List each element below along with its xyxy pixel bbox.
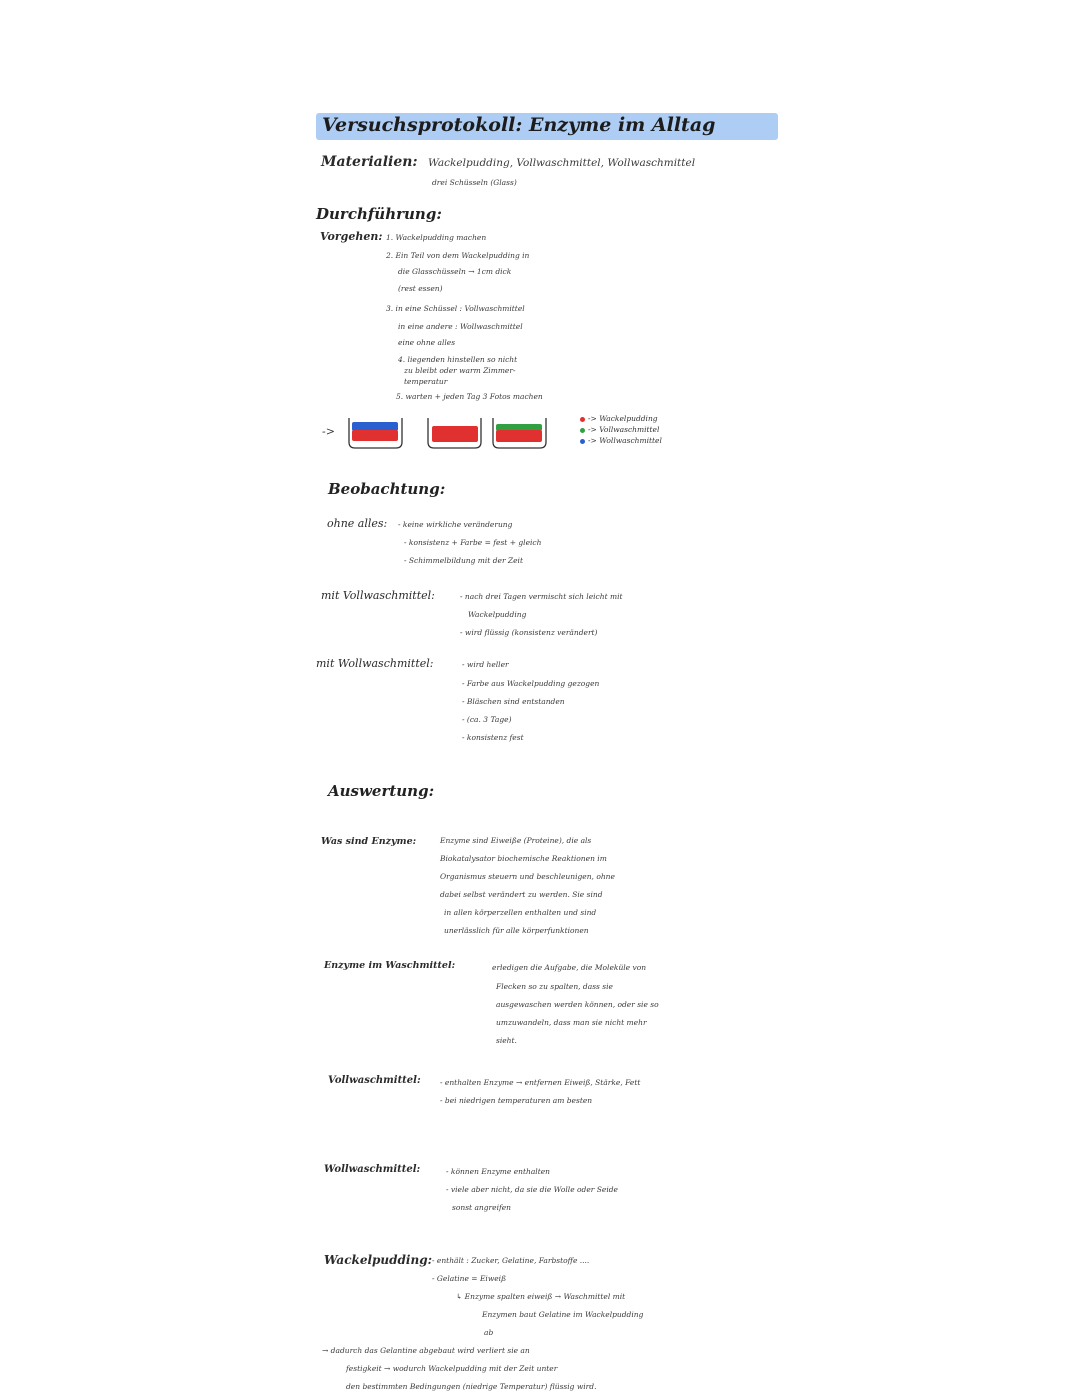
obs-woll-3: - Bläschen sind entstanden — [462, 697, 565, 706]
green-dot-icon — [580, 428, 585, 433]
eval-enzymes-2: Biokatalysator biochemische Reaktionen im — [440, 854, 607, 863]
evaluation-heading: Auswertung: — [328, 782, 435, 800]
eval-pudding-2: - Gelatine = Eiweiß — [432, 1274, 507, 1283]
red-dot-icon — [580, 417, 585, 422]
obs-voll-1: - nach drei Tagen vermischt sich leicht mit — [460, 592, 623, 601]
obs-none-label: ohne alles: — [327, 517, 388, 530]
materials-line-1: Wackelpudding, Vollwaschmittel, Wollwaschmittel — [428, 157, 696, 169]
obs-none-2: - konsistenz + Farbe = fest + gleich — [404, 538, 542, 547]
materials-label: Materialien: — [321, 154, 418, 170]
obs-woll-1: - wird heller — [462, 660, 509, 669]
step-4b: zu bleibt oder warm Zimmer- — [404, 366, 516, 375]
eval-enzymes-label: Was sind Enzyme: — [321, 836, 417, 847]
eval-pudding-3: ↳ Enzyme spalten eiweiß → Waschmittel mit — [456, 1292, 626, 1301]
obs-woll-5: - konsistenz fest — [462, 733, 524, 742]
legend-vollwaschmittel: -> Vollwaschmittel — [580, 425, 659, 434]
eval-pudding-label: Wackelpudding: — [324, 1253, 433, 1267]
eval-enzymes-5: in allen körperzellen enthalten und sind — [444, 908, 597, 917]
eval-woll-label: Wollwaschmittel: — [324, 1164, 421, 1175]
conclusion-1: → dadurch das Gelantine abgebaut wird verliert sie an — [322, 1346, 530, 1355]
eval-pudding-1: - enthält : Zucker, Gelatine, Farbstoffe .... — [432, 1256, 590, 1265]
eval-enzymes-4: dabei selbst verändert zu werden. Sie sind — [440, 890, 603, 899]
obs-none-1: - keine wirkliche veränderung — [398, 520, 513, 529]
step-3c: eine ohne alles — [398, 338, 456, 347]
obs-voll-label: mit Vollwaschmittel: — [321, 589, 435, 602]
procedure-heading: Durchführung: — [316, 205, 442, 223]
step-2c: (rest essen) — [398, 284, 443, 293]
eval-enzymes-1: Enzyme sind Eiweiße (Proteine), die als — [440, 836, 592, 845]
eval-wash-5: sieht. — [496, 1036, 517, 1045]
step-3: 3. in eine Schüssel : Vollwaschmittel — [386, 304, 525, 313]
step-1: 1. Wackelpudding machen — [386, 233, 487, 242]
eval-pudding-4: Enzymen baut Gelatine im Wackelpudding — [482, 1310, 644, 1319]
eval-wash-4: umzuwandeln, dass man sie nicht mehr — [496, 1018, 647, 1027]
bowls-sketch — [318, 408, 548, 454]
conclusion-3: den bestimmten Bedingungen (niedrige Temperatur) flüssig wird. — [346, 1382, 597, 1391]
eval-voll-1: - enthalten Enzyme → entfernen Eiweiß, Stärke, Fett — [440, 1078, 641, 1087]
eval-wash-label: Enzyme im Waschmittel: — [324, 960, 456, 971]
bowl-vollwaschmittel — [493, 418, 546, 448]
legend-wackelpudding: -> Wackelpudding — [580, 414, 658, 423]
observation-heading: Beobachtung: — [328, 480, 446, 498]
eval-voll-2: - bei niedrigen temperaturen am besten — [440, 1096, 593, 1105]
legend-wollwaschmittel: -> Wollwaschmittel — [580, 436, 662, 445]
eval-enzymes-6: unerlässlich für alle körperfunktionen — [444, 926, 589, 935]
eval-wash-3: ausgewaschen werden können, oder sie so — [496, 1000, 659, 1009]
materials-line-2: drei Schüsseln (Glass) — [432, 178, 517, 187]
bowls-arrow: -> — [322, 425, 335, 438]
bowl-wollwaschmittel — [349, 418, 402, 448]
bowl-ohne-alles — [428, 418, 481, 448]
obs-voll-3: - wird flüssig (konsistenz verändert) — [460, 628, 598, 637]
eval-wash-2: Flecken so zu spalten, dass sie — [496, 982, 613, 991]
step-5: 5. warten + jeden Tag 3 Fotos machen — [396, 392, 543, 401]
obs-woll-2: - Farbe aus Wackelpudding gezogen — [462, 679, 600, 688]
blue-dot-icon — [580, 439, 585, 444]
page-title: Versuchsprotokoll: Enzyme im Alltag — [322, 114, 716, 136]
step-4c: temperatur — [404, 377, 448, 386]
obs-woll-label: mit Wollwaschmittel: — [316, 657, 434, 670]
eval-enzymes-3: Organismus steuern und beschleunigen, ohne — [440, 872, 615, 881]
step-3b: in eine andere : Wollwaschmittel — [398, 322, 523, 331]
eval-pudding-5: ab — [484, 1328, 494, 1337]
eval-voll-label: Vollwaschmittel: — [328, 1075, 421, 1086]
eval-woll-1: - können Enzyme enthalten — [446, 1167, 550, 1176]
eval-woll-2: - viele aber nicht, da sie die Wolle oder Seide — [446, 1185, 618, 1194]
step-2: 2. Ein Teil von dem Wackelpudding in — [386, 251, 530, 260]
obs-voll-2: Wackelpudding — [468, 610, 527, 619]
conclusion-2: festigkeit → wodurch Wackelpudding mit der Zeit unter — [346, 1364, 558, 1373]
eval-woll-3: sonst angreifen — [452, 1203, 512, 1212]
eval-wash-1: erledigen die Aufgabe, die Moleküle von — [492, 963, 647, 972]
step-4: 4. liegenden hinstellen so nicht — [398, 355, 518, 364]
obs-none-3: - Schimmelbildung mit der Zeit — [404, 556, 523, 565]
procedure-label: Vorgehen: — [320, 230, 383, 243]
obs-woll-4: - (ca. 3 Tage) — [462, 715, 512, 724]
step-2b: die Glasschüsseln → 1cm dick — [398, 267, 512, 276]
